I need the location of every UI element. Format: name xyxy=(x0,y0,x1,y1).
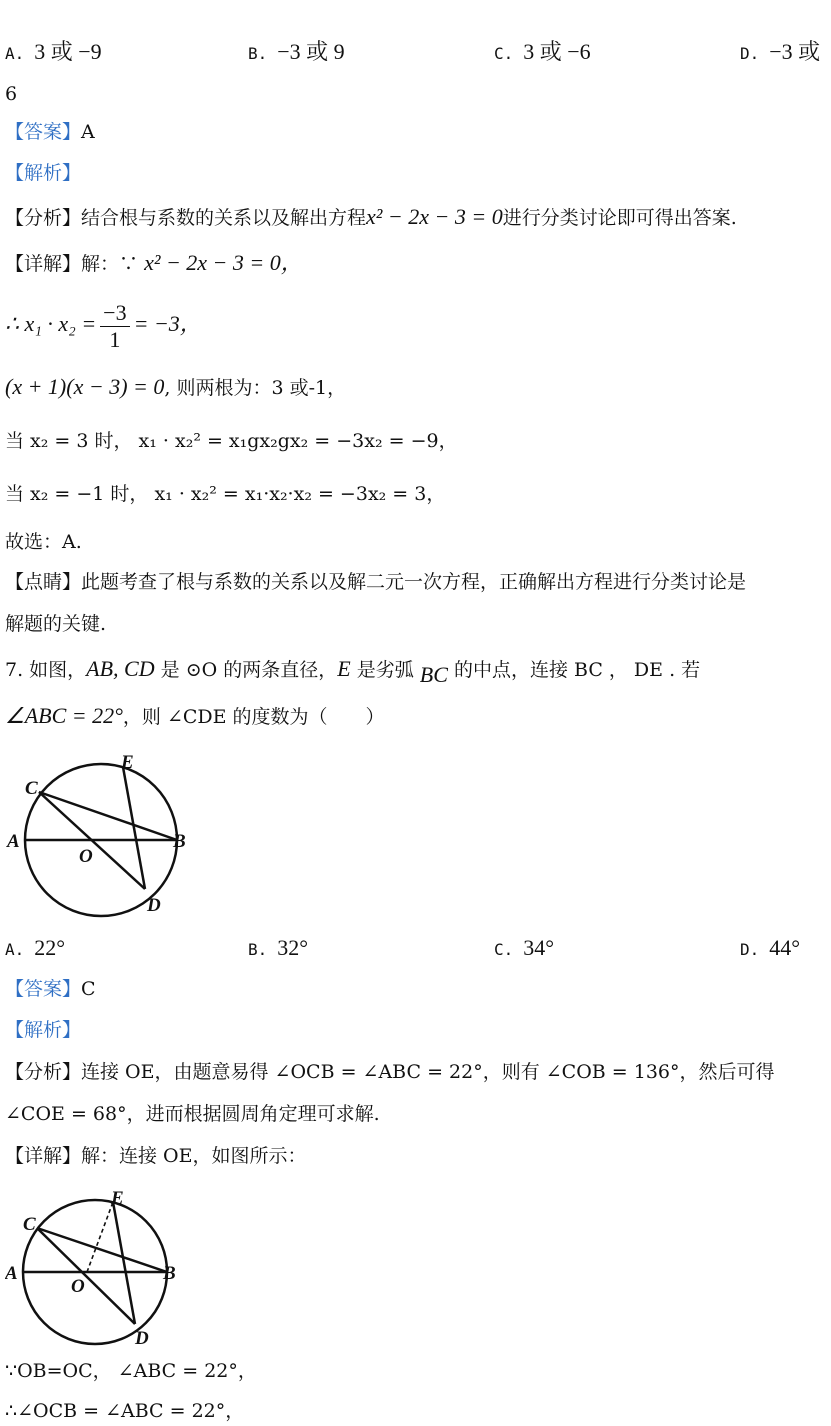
q7-answer-line xyxy=(5,975,96,1003)
q6-option-c: C. 3 或 −6 xyxy=(494,39,591,64)
q6-choose-line: 故选：A. xyxy=(5,531,82,553)
q7-stem-line-2: ∠ABC = 22°，则 ∠CDE 的度数为（ ） xyxy=(5,703,385,728)
q6-product-line: ∴ x₁ · x₂ = $\frac{-3}{1}$ = −3， xyxy=(5,299,202,352)
dashed-oe xyxy=(87,1202,113,1272)
q6-option-d: D. −3 或 xyxy=(740,39,821,64)
q6-factor-line: (x + 1)(x − 3) = 0, 则两根为：3 或-1， xyxy=(5,374,347,399)
label-a: A xyxy=(7,831,20,852)
q7-option-d: D. 44° xyxy=(740,935,801,960)
q7-step-1: ∵OB=OC， ∠ABC = 22°， xyxy=(5,1360,257,1382)
q7-stem-line-1: 7. 如图，AB, CD 是 ⊙O 的两条直径，E 是劣弧 BC 的中点，连接 BC ， DE . 若 xyxy=(5,656,701,687)
q6-answer-line xyxy=(5,118,95,146)
q7-jiexi-tag: 【解析】 xyxy=(5,1019,82,1041)
circle-diagram-with-oe xyxy=(5,1188,185,1348)
label-b: B xyxy=(173,831,186,852)
equation: x² − 2x − 3 = 0， xyxy=(144,250,303,275)
answer-tag: 【答案】 xyxy=(5,978,82,1000)
q6-xiangjie-line: 【详解】解：∵ x² − 2x − 3 = 0， xyxy=(5,250,303,275)
xiangjie-tag: 【详解】 xyxy=(5,1145,82,1167)
fenxi-tag: 【分析】 xyxy=(5,207,82,229)
q6-dianjing-line-2: 解题的关键. xyxy=(5,613,107,635)
label-a: A xyxy=(5,1263,18,1284)
q7-option-a: A. 22° xyxy=(5,935,66,960)
q7-option-c: C. 34° xyxy=(494,935,555,960)
equation: x² − 2x − 3 = 0 xyxy=(366,204,503,229)
q6-case1-line: 当 x₂ = 3 时， x₁ · x₂² = x₁gx₂gx₂ = −3x₂ = −9， xyxy=(5,430,458,452)
label-c: C xyxy=(23,1214,36,1235)
answer-tag: 【答案】 xyxy=(5,121,82,143)
label-o: O xyxy=(79,846,93,867)
xiangjie-tag: 【详解】 xyxy=(5,253,82,275)
answer-value: A xyxy=(81,121,95,143)
q6-case2-line: 当 x₂ = −1 时， x₁ · x₂² = x₁·x₂·x₂ = −3x₂ = 3， xyxy=(5,483,446,505)
label-c: C xyxy=(25,778,38,799)
q6-fenxi-line: 【分析】结合根与系数的关系以及解出方程x² − 2x − 3 = 0进行分类讨论即可得出答案. xyxy=(5,204,737,229)
q7-step-2: ∴∠OCB = ∠ABC = 22°， xyxy=(5,1400,245,1422)
q6-dianjing-line: 【点睛】此题考查了根与系数的关系以及解二元一次方程，正确解出方程进行分类讨论是 xyxy=(5,571,747,593)
label-e: E xyxy=(121,752,134,773)
fraction: $\frac{-3}{1}$ xyxy=(100,300,129,353)
q7-xiangjie-line: 【详解】解：连接 OE，如图所示： xyxy=(5,1145,307,1167)
dianjing-tag: 【点睛】 xyxy=(5,571,82,593)
q6-option-a: A. 3 或 −9 xyxy=(5,39,102,64)
answer-value: C xyxy=(81,978,96,1000)
circle-diagram xyxy=(5,748,195,918)
q6-jiexi-tag: 【解析】 xyxy=(5,162,82,184)
label-d: D xyxy=(147,895,161,916)
fenxi-tag: 【分析】 xyxy=(5,1061,82,1083)
q7-option-b: B. 32° xyxy=(248,935,309,960)
q6-option-b: B. −3 或 9 xyxy=(248,39,345,64)
chord-bc xyxy=(37,1228,167,1272)
label-d: D xyxy=(135,1328,149,1348)
label-b: B xyxy=(163,1263,176,1284)
label-o: O xyxy=(71,1276,85,1297)
q7-fenxi-line-2: ∠COE = 68°，进而根据圆周角定理可求解. xyxy=(5,1103,380,1125)
label-e: E xyxy=(111,1188,124,1209)
q6-option-d-wrap: 6 xyxy=(5,83,18,105)
q7-fenxi-line: 【分析】连接 OE，由题意易得 ∠OCB = ∠ABC = 22°，则有 ∠COB = 136°，然后可得 xyxy=(5,1061,775,1083)
chord-bc xyxy=(39,792,177,840)
